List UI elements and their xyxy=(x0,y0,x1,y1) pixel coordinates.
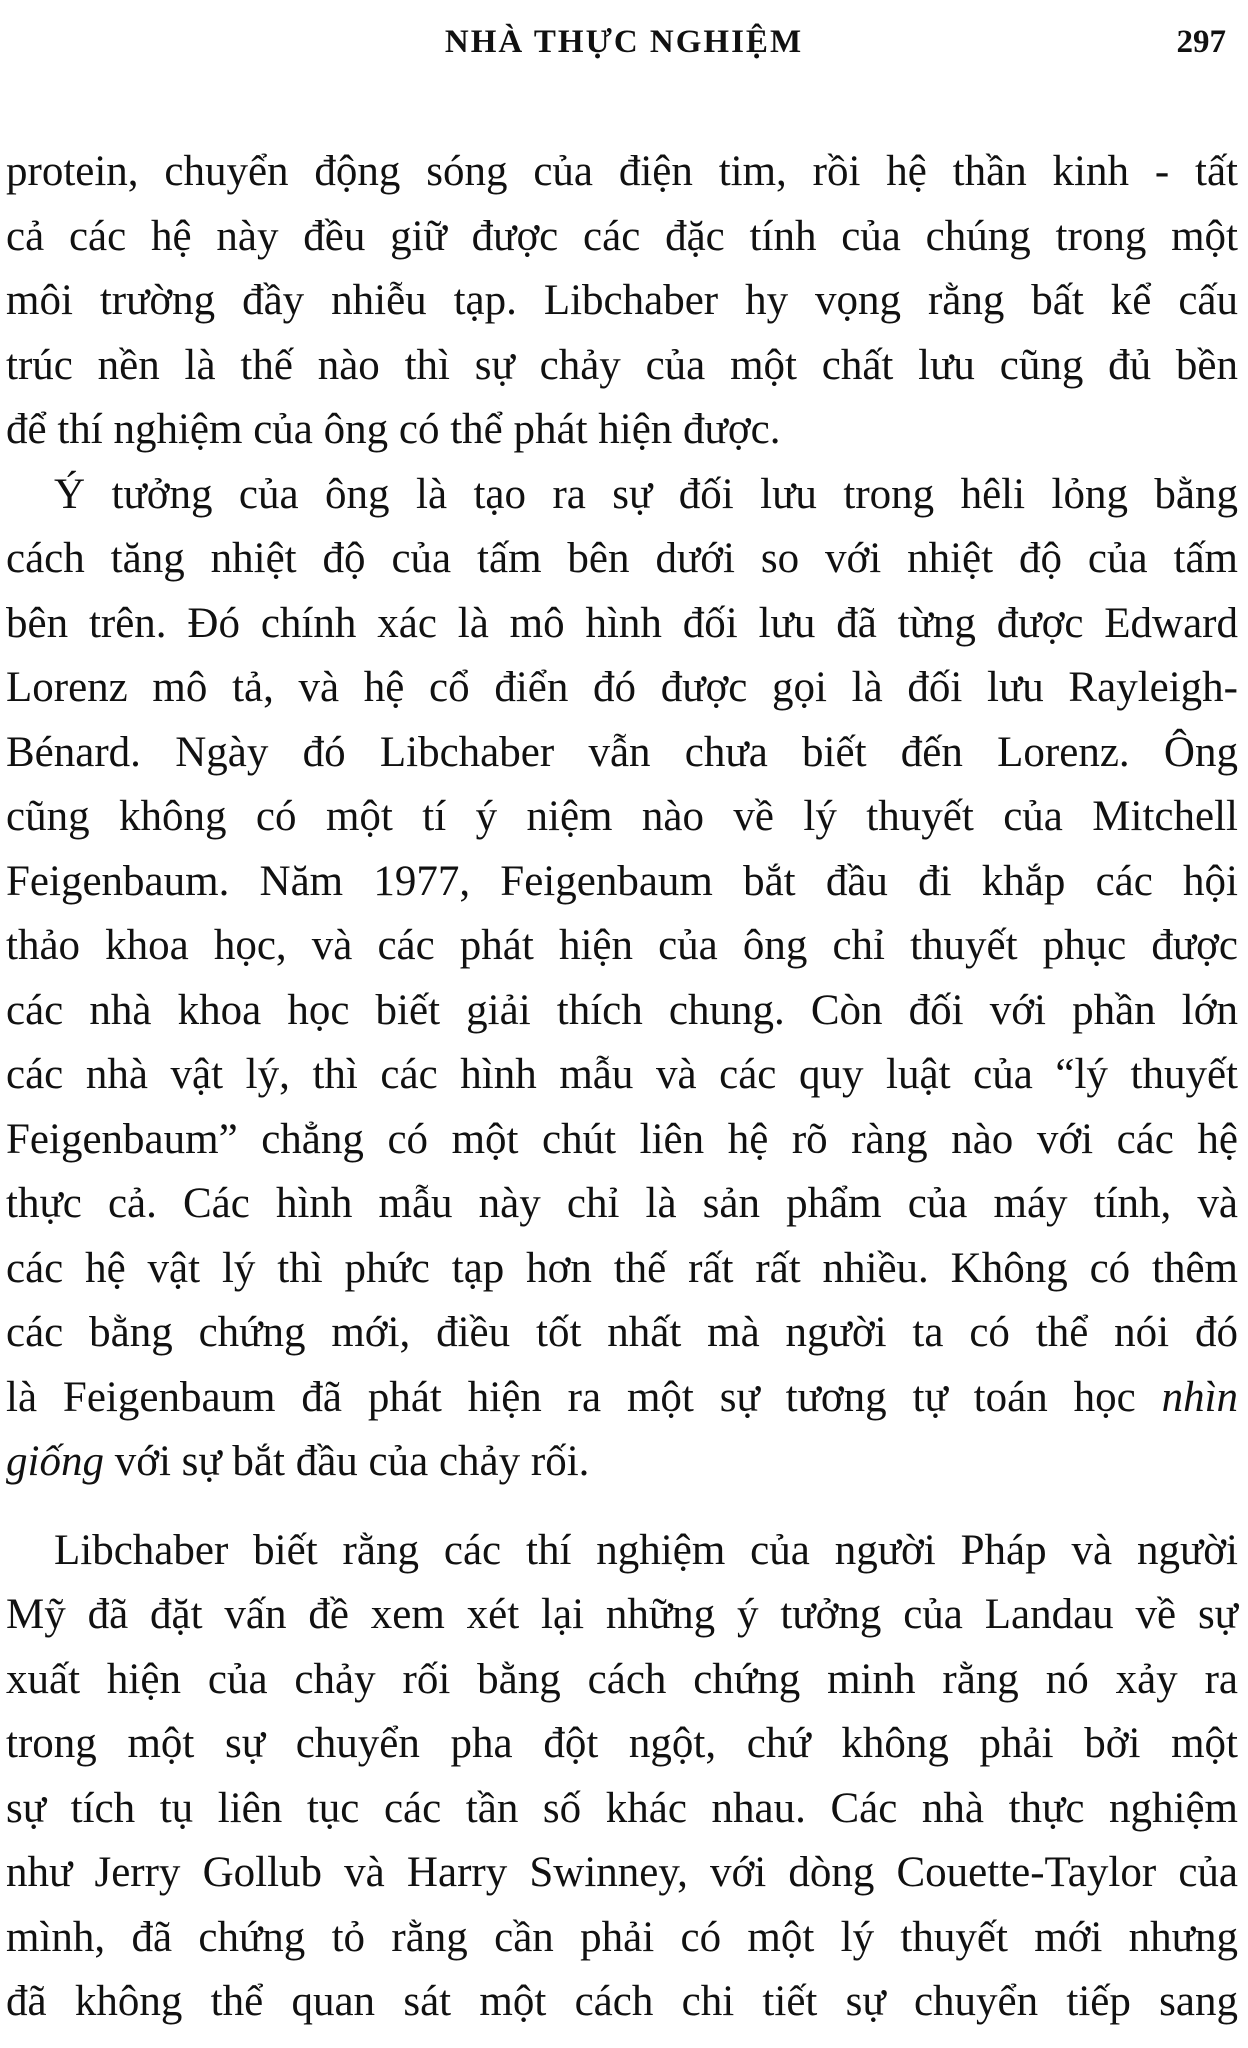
paragraph-3 xyxy=(6,1519,1238,2035)
italic-term: giống xyxy=(6,1438,104,1485)
text-line: môi trường đầy nhiễu tạp. Libchaber hy vọng rằng bất kể cấu xyxy=(6,277,1238,324)
text-line: bên trên. Đó chính xác là mô hình đối lưu đã từng được Edward xyxy=(6,599,1238,647)
text-line: Libchaber biết rằng các thí nghiệm của người Pháp và người xyxy=(54,1526,1238,1574)
running-header xyxy=(0,24,1248,70)
text-line xyxy=(6,1430,1238,1495)
text-line: đã không thể quan sát một cách chi tiết sự chuyển tiếp sang xyxy=(6,1978,1238,2025)
text-line: trong một sự chuyển pha đột ngột, chứ không phải bởi một xyxy=(6,1720,1238,1767)
text-line: protein, chuyển động sóng của điện tim, rồi hệ thần kinh - tất xyxy=(6,148,1238,195)
chapter-title: NHÀ THỰC NGHIỆM xyxy=(444,24,804,60)
text-line: Feigenbaum. Năm 1977, Feigenbaum bắt đầu đi khắp các hội xyxy=(6,857,1238,905)
text-line: trúc nền là thế nào thì sự chảy của một chất lưu cũng đủ bền xyxy=(6,341,1238,389)
text-line xyxy=(6,1366,1238,1431)
text-line: cả các hệ này đều giữ được các đặc tính của chúng trong một xyxy=(6,212,1238,260)
page-number: 297 xyxy=(1176,24,1226,60)
text-line: Mỹ đã đặt vấn đề xem xét lại những ý tưởng của Landau về sự xyxy=(6,1591,1238,1638)
italic-term: nhìn xyxy=(1161,1373,1239,1421)
text-line: sự tích tụ liên tục các tần số khác nhau. Các nhà thực nghiệm xyxy=(6,1784,1238,1832)
text-line: các bằng chứng mới, điều tốt nhất mà người ta có thể nói đó xyxy=(6,1309,1238,1356)
paragraph-1 xyxy=(6,140,1238,463)
text-line: Bénard. Ngày đó Libchaber vẫn chưa biết đến Lorenz. Ông xyxy=(6,728,1238,776)
text-line: các hệ vật lý thì phức tạp hơn thế rất rất nhiều. Không có thêm xyxy=(6,1244,1238,1292)
text-line: thảo khoa học, và các phát hiện của ông chỉ thuyết phục được xyxy=(6,922,1238,969)
text-line: xuất hiện của chảy rối bằng cách chứng minh rằng nó xảy ra xyxy=(6,1655,1238,1703)
paragraph-spacer xyxy=(6,1495,1238,1519)
text-line: cách tăng nhiệt độ của tấm bên dưới so với nhiệt độ của tấm xyxy=(6,535,1238,582)
text-line: Ý tưởng của ông là tạo ra sự đối lưu trong hêli lỏng bằng xyxy=(54,470,1238,518)
text-segment: là Feigenbaum đã phát hiện ra một sự tương tự toán học xyxy=(6,1373,1136,1421)
text-line: cũng không có một tí ý niệm nào về lý thuyết của Mitchell xyxy=(6,793,1238,840)
body-text xyxy=(6,140,1238,2035)
text-line: các nhà khoa học biết giải thích chung. Còn đối với phần lớn xyxy=(6,986,1238,1034)
text-line: để thí nghiệm của ông có thể phát hiện được. xyxy=(6,406,781,453)
text-line: các nhà vật lý, thì các hình mẫu và các quy luật của “lý thuyết xyxy=(6,1051,1238,1098)
text-line: thực cả. Các hình mẫu này chỉ là sản phẩm của máy tính, và xyxy=(6,1180,1238,1227)
text-segment: với sự bắt đầu của chảy rối. xyxy=(114,1438,590,1485)
text-line: Feigenbaum” chẳng có một chút liên hệ rõ ràng nào với các hệ xyxy=(6,1115,1238,1163)
text-line: Lorenz mô tả, và hệ cổ điển đó được gọi là đối lưu Rayleigh- xyxy=(6,664,1238,711)
text-line: như Jerry Gollub và Harry Swinney, với dòng Couette-Taylor của xyxy=(6,1849,1238,1896)
text-line: mình, đã chứng tỏ rằng cần phải có một lý thuyết mới nhưng xyxy=(6,1913,1238,1961)
paragraph-2 xyxy=(6,463,1238,1495)
